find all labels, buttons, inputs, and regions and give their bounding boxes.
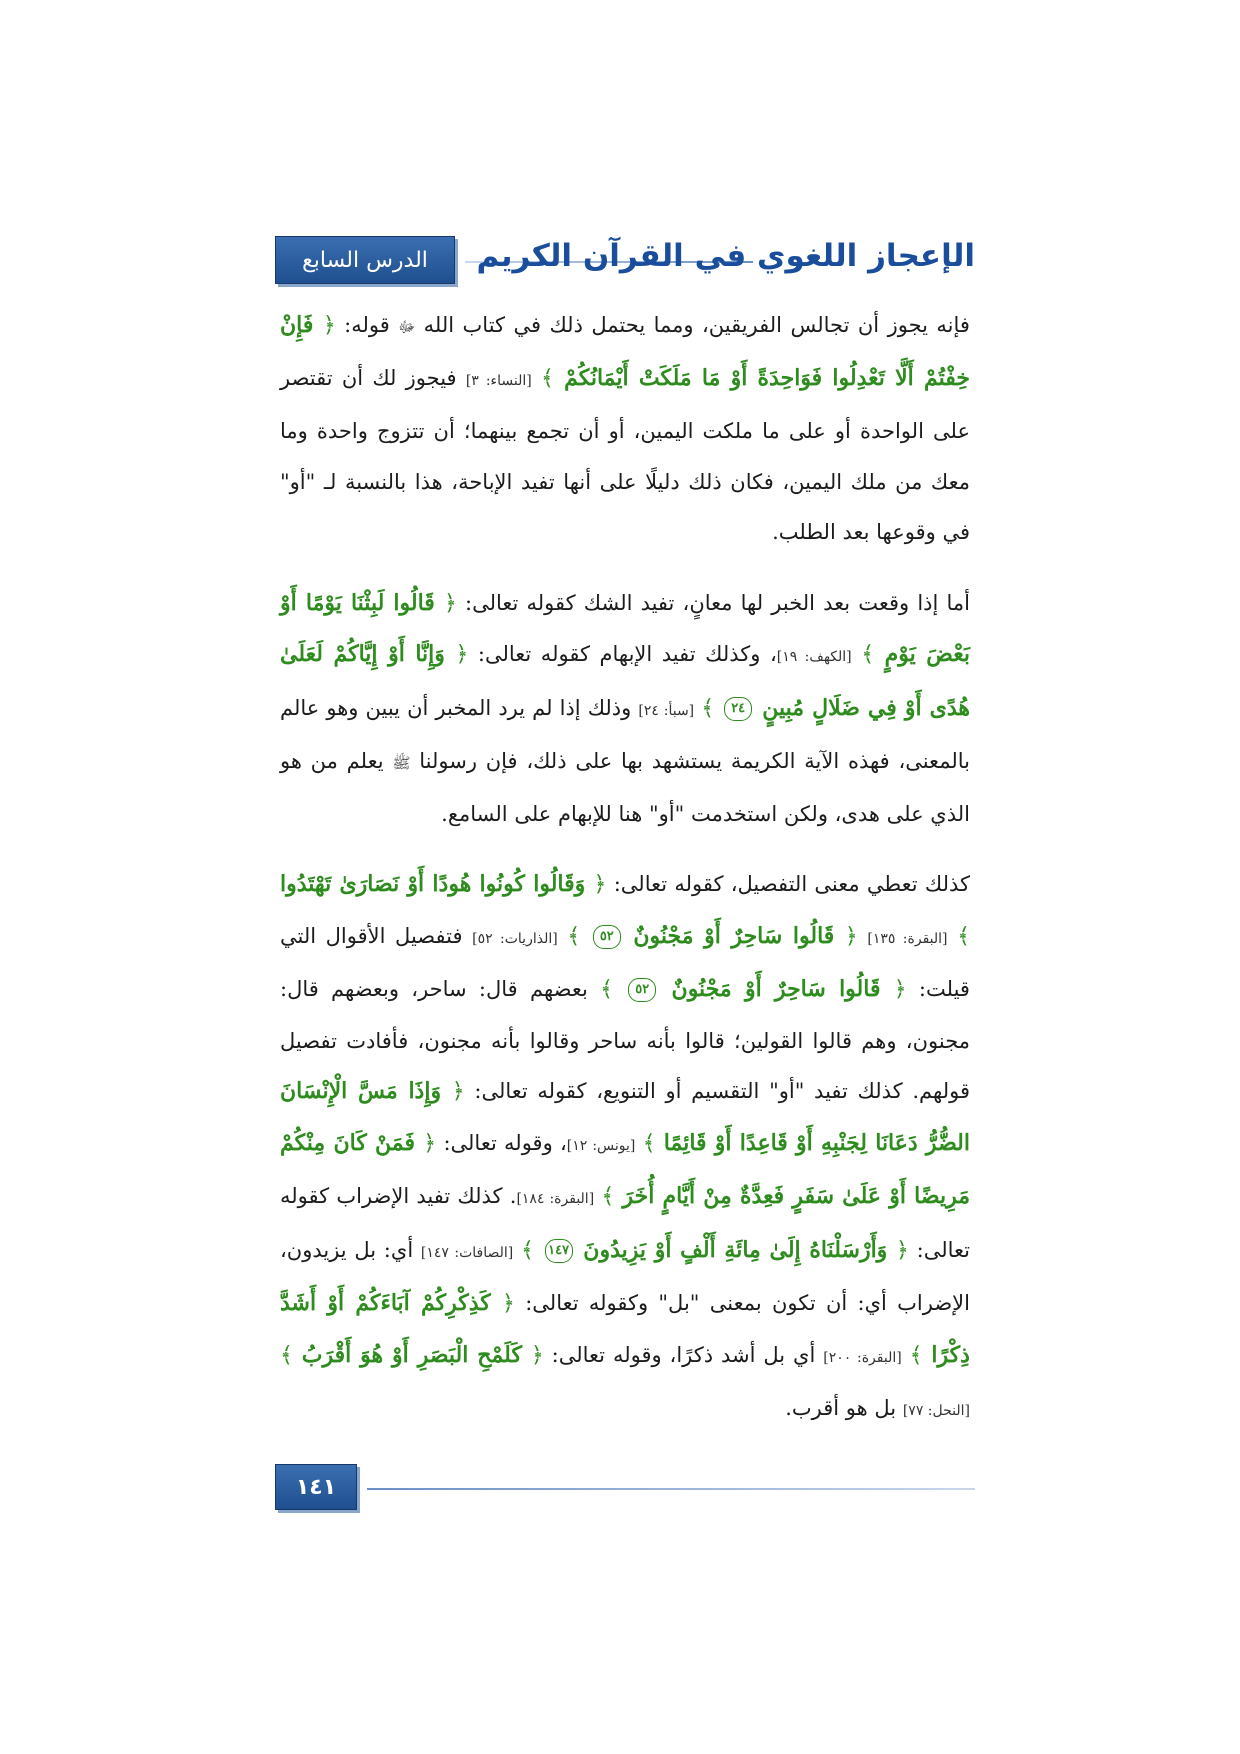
body-text: أما إذا وقعت بعد الخبر لها معانٍ، تفيد الشك كقوله تعالى: xyxy=(465,590,970,615)
quran-verse: ﴿ وَإِذَا مَسَّ الْإِنْسَانَ الضُّرُّ دَعَانَا لِجَنْبِهِ أَوْ قَاعِدًا أَوْ قَائِمًا ﴾ xyxy=(280,1078,970,1156)
verse-reference: [البقرة: ٢٠٠] xyxy=(823,1349,902,1366)
body-text: ، وكذلك تفيد الإبهام كقوله تعالى: xyxy=(477,642,777,666)
body-text: أي: بل يزيدون، الإضراب أي: أن تكون بمعنى "بل" وكقوله تعالى: xyxy=(280,1237,970,1315)
body-text: قوله: xyxy=(344,313,390,337)
body-text: فإنه يجوز أن تجالس الفريقين، ومما يحتمل ذلك في كتاب الله xyxy=(423,313,970,337)
ayah-number-marker: ٢٤ xyxy=(724,697,752,721)
body-text: كذلك تعطي معنى التفصيل، كقوله تعالى: xyxy=(613,872,970,896)
body-text: بعضهم قال: ساحر، وبعضهم قال: مجنون، وهم قالوا القولين؛ قالوا بأنه ساحر وقالوا بأنه مجنون، فأفادت تفصيل قولهم. كذلك تفيد "أو" التقسيم أو التنويع، كقوله تعالى: xyxy=(280,977,970,1103)
verse-reference: [الذاريات: ٥٢] xyxy=(472,930,558,947)
quran-verse: ﴿ وَأَرْسَلْنَاهُ إِلَىٰ مِائَةِ أَلْفٍ أَوْ يَزِيدُونَ ١٤٧ ﴾ xyxy=(521,1236,909,1263)
ayah-number-marker: ٥٢ xyxy=(628,978,656,1002)
verse-reference: [البقرة: ١٣٥] xyxy=(867,930,948,947)
book-title: الإعجاز اللغوي في القرآن الكريم xyxy=(476,238,975,274)
paragraph-2 xyxy=(280,578,970,840)
paragraph-1 xyxy=(280,300,970,558)
body-text: يعلم من هو الذي على هدى، ولكن استخدمت "أو" هنا للإبهام على السامع. xyxy=(280,749,970,826)
quran-verse: ﴿ كَلَمْحِ الْبَصَرِ أَوْ هُوَ أَقْرَبُ ﴾ xyxy=(280,1341,544,1368)
verse-reference: [الكهف: ١٩] xyxy=(776,649,852,665)
body-text: أي بل أشد ذكرًا، وقوله تعالى: xyxy=(551,1342,816,1367)
verse-reference: [الصافات: ١٤٧] xyxy=(420,1244,514,1261)
page-number-box xyxy=(275,1464,357,1510)
verse-reference: [سبأ: ٢٤] xyxy=(638,702,695,719)
ayah-number-marker: ٥٢ xyxy=(593,925,621,949)
page-footer xyxy=(275,1464,975,1514)
page-header xyxy=(275,236,975,286)
body-text: فتفصيل الأقوال التي قيلت: xyxy=(280,923,970,1001)
quran-verse: ﴿ كَذِكْرِكُمْ آبَاءَكُمْ أَوْ أَشَدَّ ذِكْرًا ﴾ xyxy=(280,1290,970,1368)
footer-divider xyxy=(367,1488,975,1490)
body-text: فيجوز لك أن تقتصر على الواحدة أو على ما ملكت اليمين، أو أن تجمع بينهما؛ أن تتزوج واحدة وما معك من ملك اليمين، فكان ذلك دليلًا على أنها تفيد الإباحة، هذا بالنسبة لـ "أو" في وقوعها بعد الطلب. xyxy=(280,365,970,544)
verse-reference: [يونس: ١٢] xyxy=(566,1137,636,1154)
ayah-number-marker: ١٤٧ xyxy=(545,1239,573,1263)
page-body xyxy=(280,300,970,1457)
quran-verse: ﴿ فَمَنْ كَانَ مِنْكُمْ مَرِيضًا أَوْ عَلَىٰ سَفَرٍ فَعِدَّةٌ مِنْ أَيَّامٍ أُخَرَ ﴾ xyxy=(280,1129,970,1209)
body-text: بل هو أقرب. xyxy=(785,1396,897,1420)
quran-verse: ﴿ وَإِنَّا أَوْ إِيَّاكُمْ لَعَلَىٰ هُدًى أَوْ فِي ضَلَالٍ مُبِينٍ ٢٤ ﴾ xyxy=(280,641,970,721)
verse-reference: [النساء: ٣] xyxy=(465,372,532,389)
body-text: ، وقوله تعالى: xyxy=(443,1130,567,1155)
body-text: وذلك إذا لم يرد المخبر أن يبين وهو عالم بالمعنى، فهذه الآية الكريمة يستشهد بها على ذلك، فإن رسولنا xyxy=(280,695,970,773)
lesson-label-box xyxy=(275,236,455,284)
verse-reference: [النحل: ٧٧] xyxy=(902,1403,970,1419)
honorific-glyph: ﷺ xyxy=(392,754,411,772)
lesson-label: الدرس السابع xyxy=(302,247,428,273)
quran-verse: ﴿ فَإِنْ خِفْتُمْ أَلَّا تَعْدِلُوا فَوَاحِدَةً أَوْ مَا مَلَكَتْ أَيْمَانُكُمْ ﴾ xyxy=(280,312,970,391)
verse-reference: [البقرة: ١٨٤] xyxy=(516,1191,595,1207)
quran-verse: ﴿ قَالُوا سَاحِرٌ أَوْ مَجْنُونٌ ٥٢ ﴾ xyxy=(600,976,907,1002)
quran-verse: ﴿ قَالُوا سَاحِرٌ أَوْ مَجْنُونٌ ٥٢ ﴾ xyxy=(567,922,858,949)
quran-verse: ﴿ وَقَالُوا كُونُوا هُودًا أَوْ نَصَارَىٰ تَهْتَدُوا ﴾ xyxy=(280,871,970,949)
paragraph-3 xyxy=(280,859,970,1437)
body-text: . كذلك تفيد الإضراب كقوله تعالى: xyxy=(280,1184,970,1262)
quran-verse: ﴿ قَالُوا لَبِثْنَا يَوْمًا أَوْ بَعْضَ يَوْمٍ ﴾ xyxy=(280,589,970,667)
honorific-glyph: ﷻ xyxy=(398,318,416,336)
page-number: ١٤١ xyxy=(295,1474,337,1500)
